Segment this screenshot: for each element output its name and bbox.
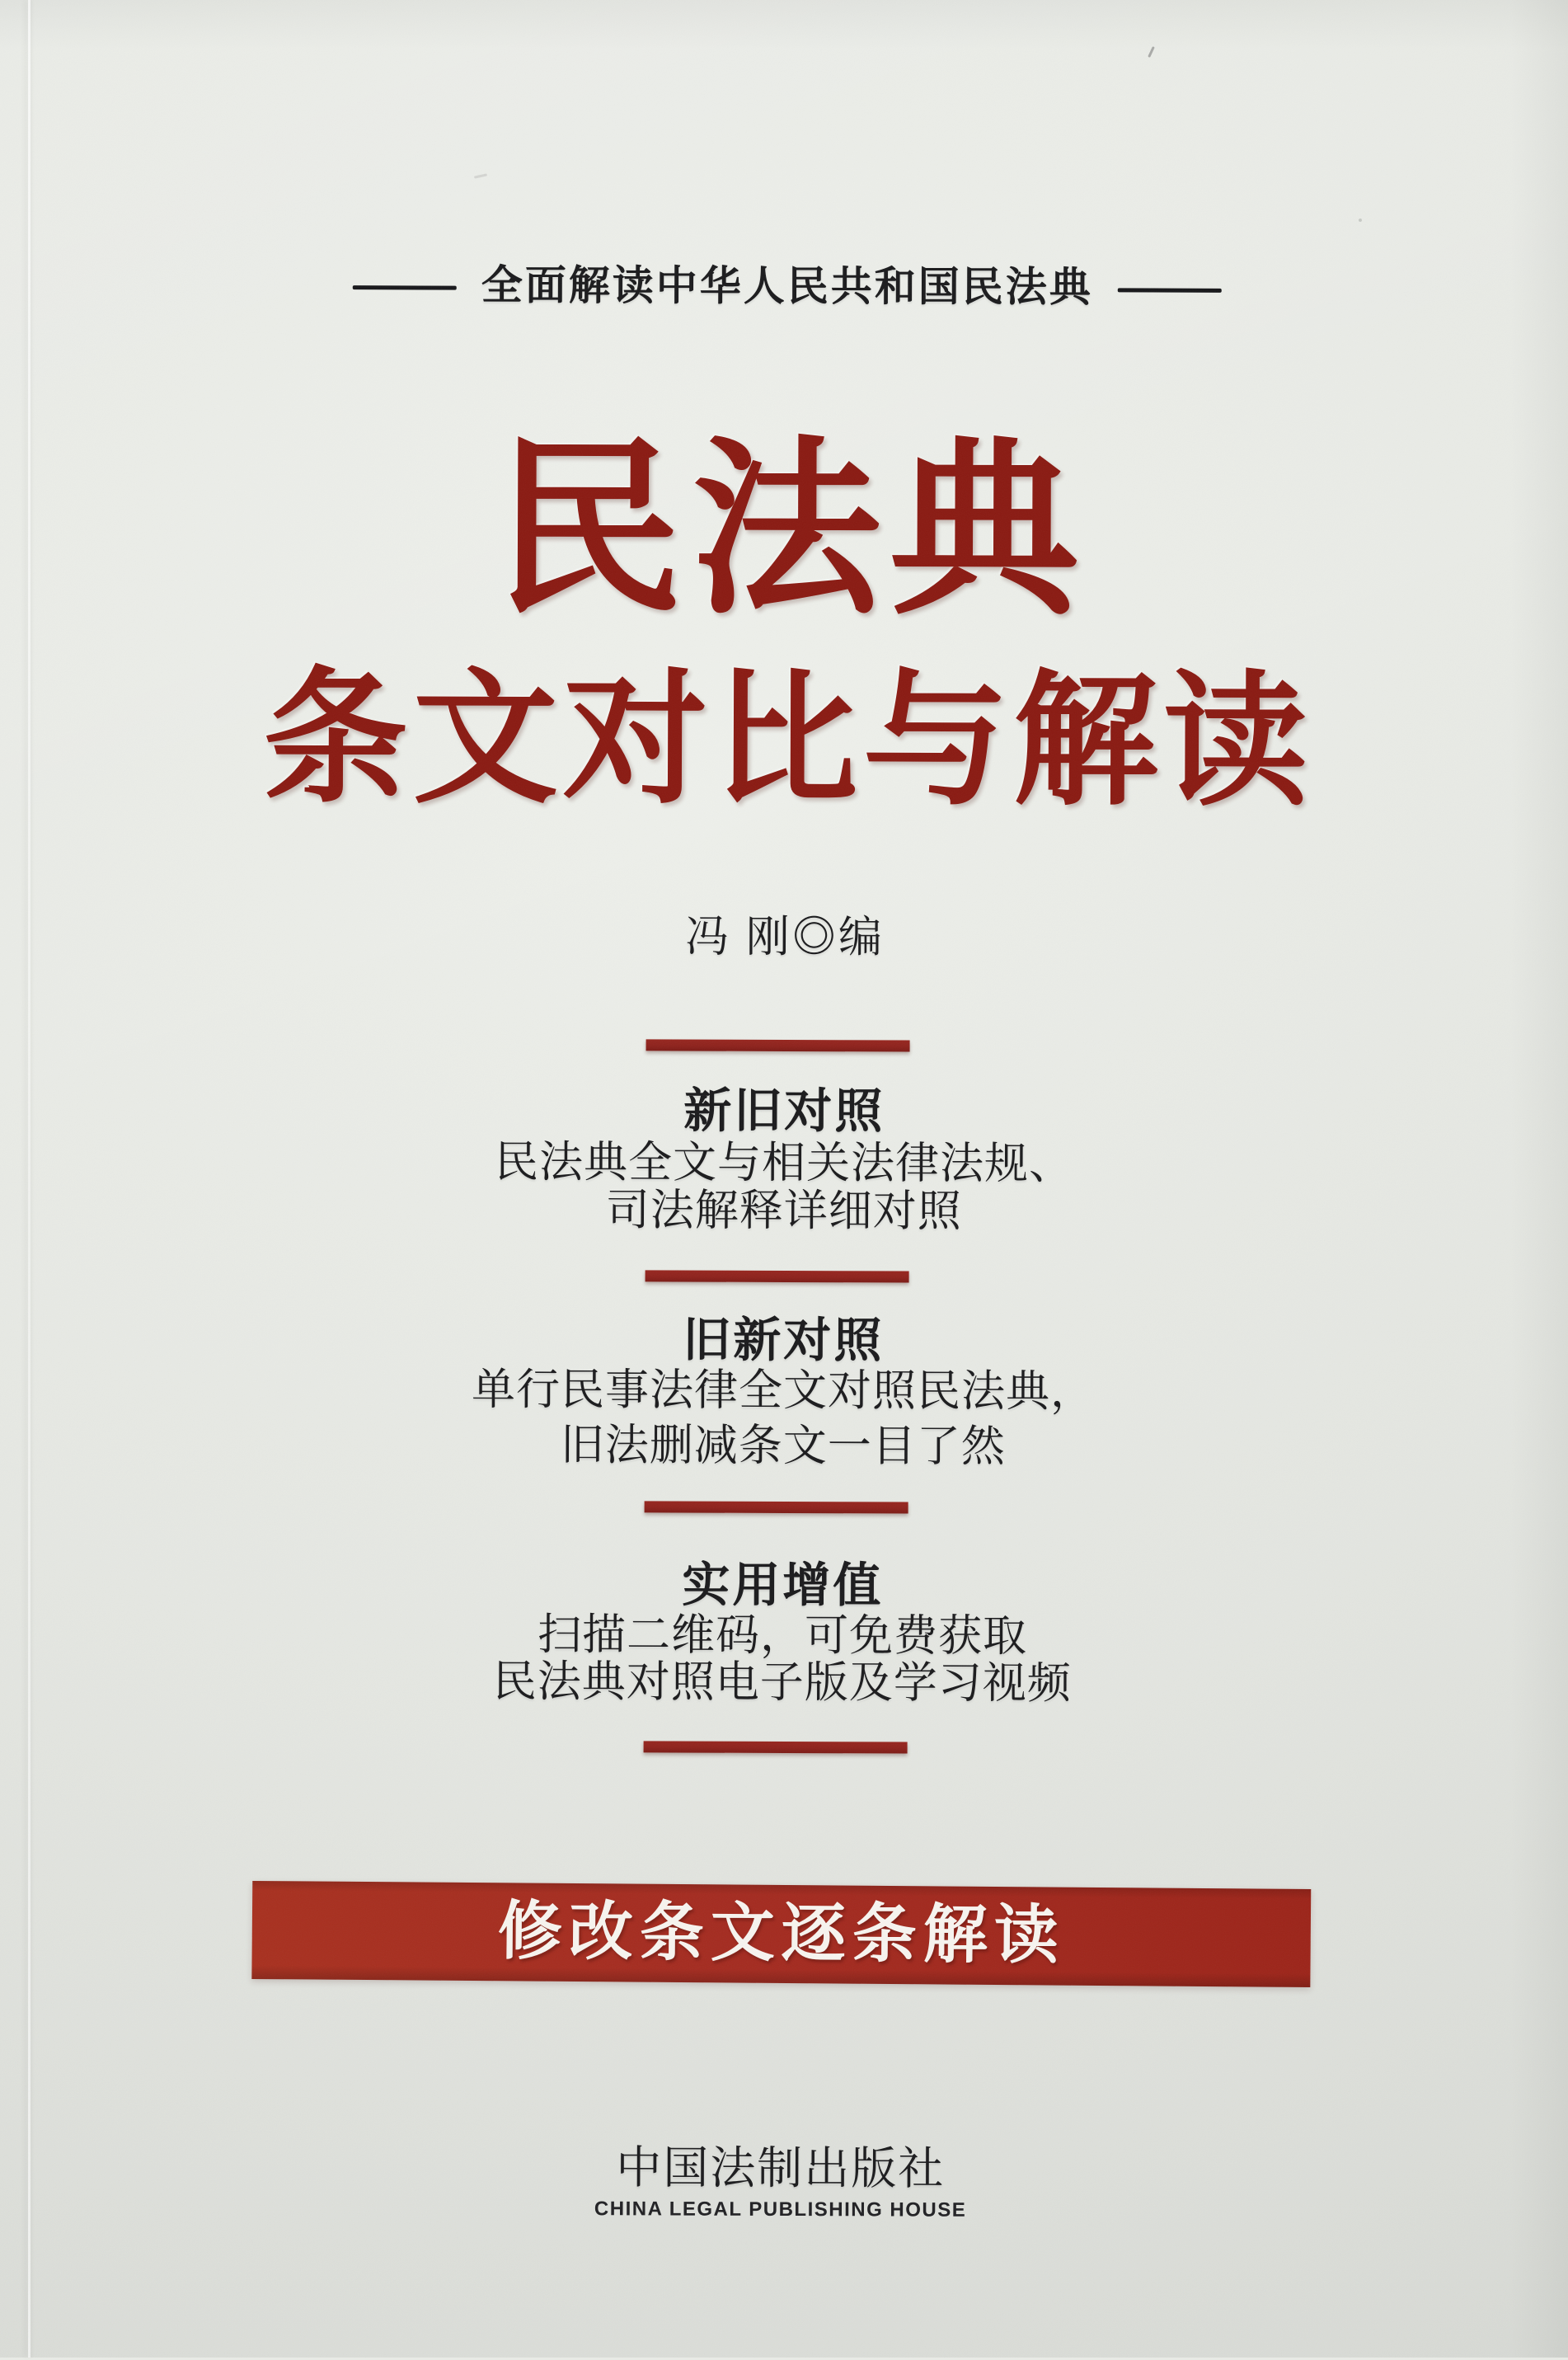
section-2-line-1: 单行民事法律全文对照民法典，	[0, 1366, 1567, 1416]
section-3-heading: 实用增值	[0, 1559, 1566, 1613]
section-1-heading: 新旧对照	[0, 1085, 1568, 1139]
author-name: 冯 刚	[685, 913, 792, 961]
tagline-dash-left	[353, 285, 457, 289]
dust-speck	[1359, 219, 1362, 222]
banner-text: 修改条文逐条解读	[497, 1895, 1065, 1971]
book-title: 民法典	[2, 433, 1568, 628]
section-2-line-2: 旧法删减条文一目了然	[0, 1422, 1567, 1471]
section-divider-bar	[646, 1270, 909, 1282]
publisher-name-en: CHINA LEGAL PUBLISHING HOUSE	[0, 2198, 1565, 2223]
author-line	[1, 913, 1568, 962]
author-role: 编	[838, 913, 885, 961]
section-divider-bar	[645, 1501, 908, 1513]
publisher-name-cn: 中国法制出版社	[0, 2143, 1565, 2194]
section-1-line-1: 民法典全文与相关法律法规、	[0, 1139, 1568, 1188]
section-divider-bar	[646, 1039, 910, 1051]
book-subtitle: 条文对比与解读	[2, 665, 1568, 816]
section-divider-bar	[644, 1741, 908, 1753]
section-1-line-2: 司法解释详细对照	[0, 1187, 1568, 1236]
tagline	[3, 263, 1568, 310]
tagline-dash-right	[1118, 288, 1222, 292]
section-3-line-2: 民法典对照电子版及学习视频	[0, 1658, 1566, 1708]
highlight-banner	[251, 1881, 1311, 1987]
section-3-line-1: 扫描二维码，可免费获取	[0, 1611, 1566, 1661]
tagline-text: 全面解读中华人民共和国民法典	[481, 265, 1093, 308]
section-2-heading: 旧新对照	[0, 1314, 1567, 1368]
author-editor-mark: ◎	[792, 913, 838, 961]
